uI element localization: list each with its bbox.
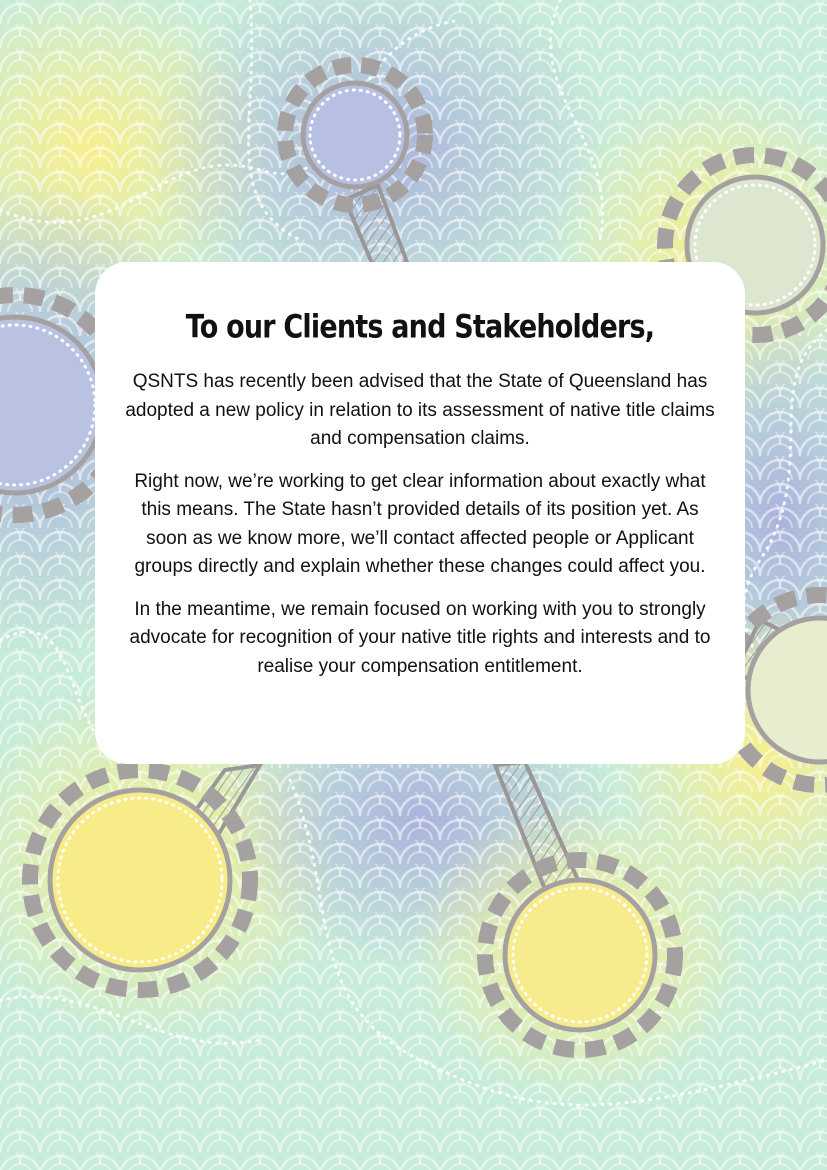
letter-paragraph-2: Right now, we’re working to get clear information about exactly what this means. The State hasn’t provided details of its position yet. As soon as we know more, we’ll contact affected people or Applicant groups directly and explain whether these changes could affect you. xyxy=(134,470,706,577)
letter-paragraph-1: QSNTS has recently been advised that the State of Queensland has adopted a new policy in relation to its assessment of native title claims and compensation claims. xyxy=(125,371,715,449)
letter-heading: To our Clients and Stakeholders, xyxy=(185,309,655,346)
letter-paragraph-3: In the meantime, we remain focused on working with you to strongly advocate for recognition of your native title rights and interests and to realise your compensation entitlement. xyxy=(129,598,711,677)
letter-card xyxy=(95,262,745,764)
